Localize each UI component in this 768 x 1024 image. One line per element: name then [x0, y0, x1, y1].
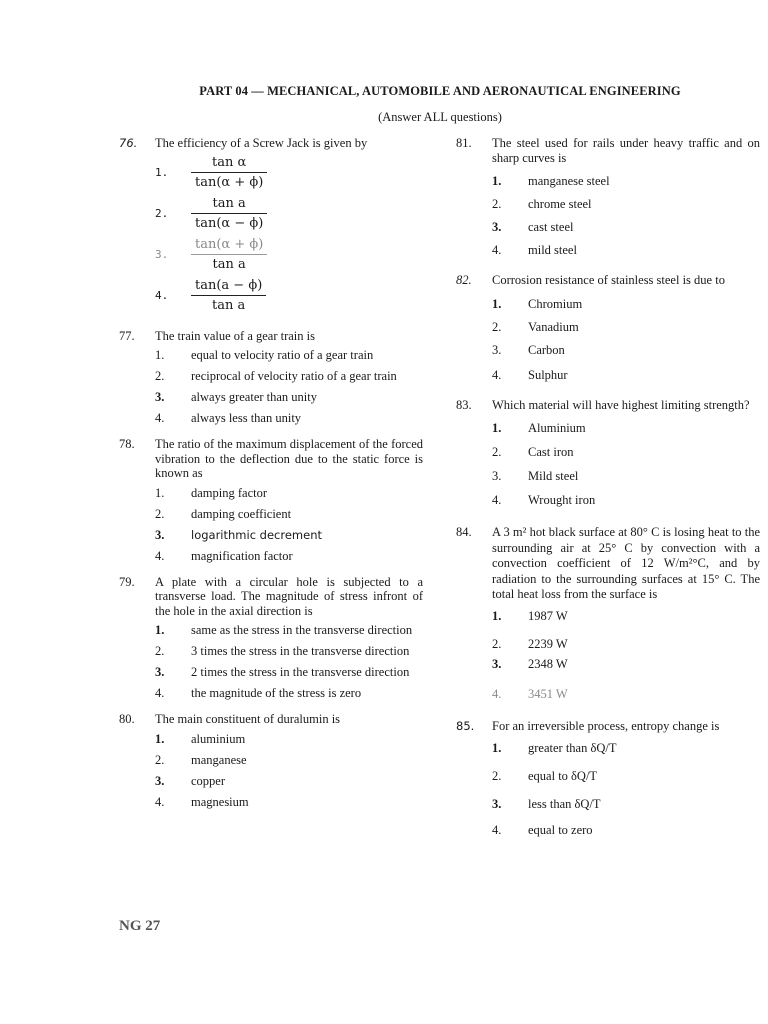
question-text: Corrosion resistance of stainless steel is due to: [492, 273, 725, 287]
option-text: 2348 W: [528, 656, 568, 671]
option-text: damping coefficient: [191, 506, 292, 521]
option-text: 2 times the stress in the transverse direction: [191, 665, 410, 679]
question-81: [456, 136, 760, 257]
option-2[interactable]: [456, 197, 760, 211]
question-79: [119, 575, 423, 701]
option-number: 2.: [492, 445, 502, 459]
option-text: magnification factor: [191, 548, 293, 563]
question-text: The steel used for rails under heavy traffic and on sharp curves is: [492, 136, 760, 165]
option-text: reciprocal of velocity ratio of a gear train: [191, 369, 397, 383]
option-text: manganese: [191, 752, 247, 767]
option-number: 4.: [155, 794, 165, 809]
option-3[interactable]: [119, 528, 423, 542]
question-82: [456, 273, 760, 382]
option-4[interactable]: [456, 368, 760, 382]
option-4[interactable]: [456, 687, 760, 701]
question-number: 83.: [456, 397, 472, 412]
question-76: [119, 136, 423, 313]
option-text: Aluminium: [528, 421, 586, 435]
question-number: 82.: [456, 273, 472, 287]
option-2[interactable]: [119, 369, 423, 383]
option-number: 2.: [155, 506, 165, 521]
option-1[interactable]: [456, 741, 760, 755]
question-number: 84.: [456, 525, 472, 539]
option-number: 3.: [492, 656, 502, 671]
option-number: 4.: [155, 686, 165, 700]
option-3[interactable]: [456, 657, 760, 671]
question-number: 80.: [119, 712, 135, 726]
option-2[interactable]: [456, 320, 760, 334]
question-84: [456, 525, 760, 701]
option-text: copper: [191, 773, 226, 788]
option-number: 4.: [155, 411, 165, 425]
option-text: less than δQ/T: [528, 797, 601, 811]
option-2[interactable]: [119, 644, 423, 658]
option-1[interactable]: [456, 297, 760, 311]
option-text: always less than unity: [191, 411, 302, 425]
option-3[interactable]: [119, 774, 423, 788]
fraction: [191, 237, 267, 272]
option-3[interactable]: [119, 390, 423, 404]
question-text: The train value of a gear train is: [155, 328, 315, 343]
page-code: NG 27: [119, 918, 161, 934]
option-number: 1.: [492, 741, 502, 755]
option-number: 1.: [155, 731, 165, 746]
option-number: 1.: [155, 348, 165, 362]
option-number: 3.: [155, 527, 165, 542]
question-number: 79.: [119, 574, 135, 589]
option-text: same as the stress in the transverse direction: [191, 623, 413, 637]
option-text: greater than δQ/T: [528, 741, 617, 755]
fraction: [191, 278, 266, 313]
option-text: damping factor: [191, 485, 268, 500]
option-text: Vanadium: [528, 319, 579, 334]
option-number: 1.: [492, 421, 502, 435]
option-2[interactable]: [119, 196, 423, 231]
option-number: 1.: [492, 174, 502, 188]
option-number: 4.: [492, 686, 502, 701]
option-1[interactable]: [119, 348, 423, 362]
numerator: tan a: [212, 195, 246, 211]
option-text: always greater than unity: [191, 390, 317, 404]
question-number: 81.: [456, 136, 472, 150]
option-3[interactable]: [456, 220, 760, 234]
question-text: For an irreversible process, entropy change is: [492, 718, 720, 733]
option-text: 1987 W: [528, 608, 568, 623]
option-text: aluminium: [191, 731, 246, 746]
option-number: 2.: [155, 369, 165, 383]
denominator: tan(α + ϕ): [195, 174, 264, 190]
question-text: A 3 m² hot black surface at 80° C is losing heat to the surrounding air at 25° C by convection with a convection coefficient of 12 W/m²°C, and by radiation to the surrounding surfaces at 15° C. The total heat loss from the surface is: [492, 525, 760, 601]
option-number: 3.: [492, 342, 502, 357]
option-text: Mild steel: [528, 469, 579, 483]
question-text: A plate with a circular hole is subjected to a transverse load. The magnitude of stress infront of the hole in the axial direction is: [155, 574, 423, 618]
question-83: [456, 398, 760, 508]
option-number: 2.: [492, 319, 502, 334]
option-2[interactable]: [119, 753, 423, 767]
option-number: 3.: [492, 797, 502, 811]
option-number: 3.: [155, 247, 169, 261]
option-1[interactable]: [119, 155, 423, 190]
right-column: [456, 136, 760, 849]
option-text: manganese steel: [528, 174, 610, 188]
question-number: 77.: [119, 328, 135, 343]
option-number: 3.: [155, 665, 165, 679]
option-number: 2.: [492, 197, 502, 211]
option-text: equal to δQ/T: [528, 769, 598, 783]
option-number: 1.: [155, 623, 165, 637]
question-text: The main constituent of duralumin is: [155, 712, 341, 726]
option-text: Sulphur: [528, 367, 568, 382]
option-number: 1.: [492, 608, 502, 623]
question-85: [456, 719, 760, 838]
option-text: equal to zero: [528, 823, 593, 837]
option-1[interactable]: [456, 421, 760, 435]
option-number: 1.: [155, 485, 165, 500]
left-column: [119, 136, 423, 821]
question-text: Which material will have highest limiting strength?: [492, 397, 750, 412]
option-number: 4.: [492, 493, 502, 507]
option-1[interactable]: [456, 174, 760, 188]
option-text: 3451 W: [528, 686, 568, 701]
option-text: 2239 W: [528, 636, 568, 651]
option-text: 3 times the stress in the transverse direction: [191, 644, 410, 658]
option-4[interactable]: [119, 795, 423, 809]
option-text: Wrought iron: [528, 493, 596, 507]
option-4[interactable]: [119, 411, 423, 425]
question-78: [119, 437, 423, 563]
option-1[interactable]: [456, 609, 760, 623]
option-text: Chromium: [528, 296, 583, 311]
option-text: magnesium: [191, 794, 249, 809]
option-3[interactable]: [456, 343, 760, 357]
option-2[interactable]: [119, 507, 423, 521]
option-number: 3.: [492, 220, 502, 234]
question-number: 76.: [119, 136, 138, 150]
fraction: [191, 155, 267, 190]
option-number: 3.: [155, 773, 165, 788]
option-text: Carbon: [528, 342, 565, 357]
denominator: tan a: [212, 297, 246, 313]
option-text: Cast iron: [528, 445, 574, 459]
denominator: tan a: [212, 256, 246, 272]
denominator: tan(α − ϕ): [195, 215, 264, 231]
fraction: [191, 196, 267, 231]
numerator: tan α: [212, 154, 247, 170]
option-1[interactable]: [119, 623, 423, 637]
option-number: 1.: [492, 296, 502, 311]
option-text: mild steel: [528, 243, 577, 257]
option-number: 2.: [155, 644, 165, 658]
option-4[interactable]: [456, 493, 760, 507]
option-1[interactable]: [119, 486, 423, 500]
instruction-text: (Answer ALL questions): [378, 110, 502, 124]
question-number: 78.: [119, 437, 135, 451]
option-number: 4.: [155, 548, 165, 563]
option-number: 2.: [492, 636, 502, 651]
option-4[interactable]: [119, 278, 423, 313]
option-4[interactable]: [119, 686, 423, 700]
option-2[interactable]: [456, 769, 760, 783]
option-number: 4.: [492, 823, 502, 837]
option-number: 2.: [492, 769, 502, 783]
option-3[interactable]: [456, 797, 760, 811]
numerator: tan(α + ϕ): [195, 236, 264, 252]
option-4[interactable]: [456, 823, 760, 837]
option-number: 4.: [492, 243, 502, 257]
question-77: [119, 329, 423, 426]
option-3[interactable]: [119, 237, 423, 272]
option-text: logarithmic decrement: [191, 527, 322, 542]
option-1[interactable]: [119, 732, 423, 746]
question-80: [119, 712, 423, 809]
option-number: 2.: [155, 752, 165, 767]
option-text: the magnitude of the stress is zero: [191, 686, 362, 700]
page-title: PART 04 — MECHANICAL, AUTOMOBILE AND AERONAUTICAL ENGINEERING: [199, 84, 681, 98]
option-4[interactable]: [119, 549, 423, 563]
option-number: 1.: [155, 165, 169, 179]
option-text: cast steel: [528, 220, 574, 234]
option-3[interactable]: [456, 469, 760, 483]
option-number: 2.: [155, 206, 169, 220]
option-number: 4.: [155, 288, 169, 302]
option-2[interactable]: [456, 445, 760, 459]
option-4[interactable]: [456, 243, 760, 257]
option-2[interactable]: [456, 637, 760, 651]
question-text: The efficiency of a Screw Jack is given by: [155, 136, 368, 150]
question-text: The ratio of the maximum displacement of the forced vibration to the deflection due to the static force is known as: [155, 437, 423, 480]
numerator: tan(a − ϕ): [195, 277, 263, 293]
option-text: chrome steel: [528, 197, 592, 211]
question-number: 85.: [456, 718, 475, 733]
option-number: 4.: [492, 367, 502, 382]
option-text: equal to velocity ratio of a gear train: [191, 348, 374, 362]
option-number: 3.: [492, 469, 502, 483]
option-3[interactable]: [119, 665, 423, 679]
option-number: 3.: [155, 390, 165, 404]
